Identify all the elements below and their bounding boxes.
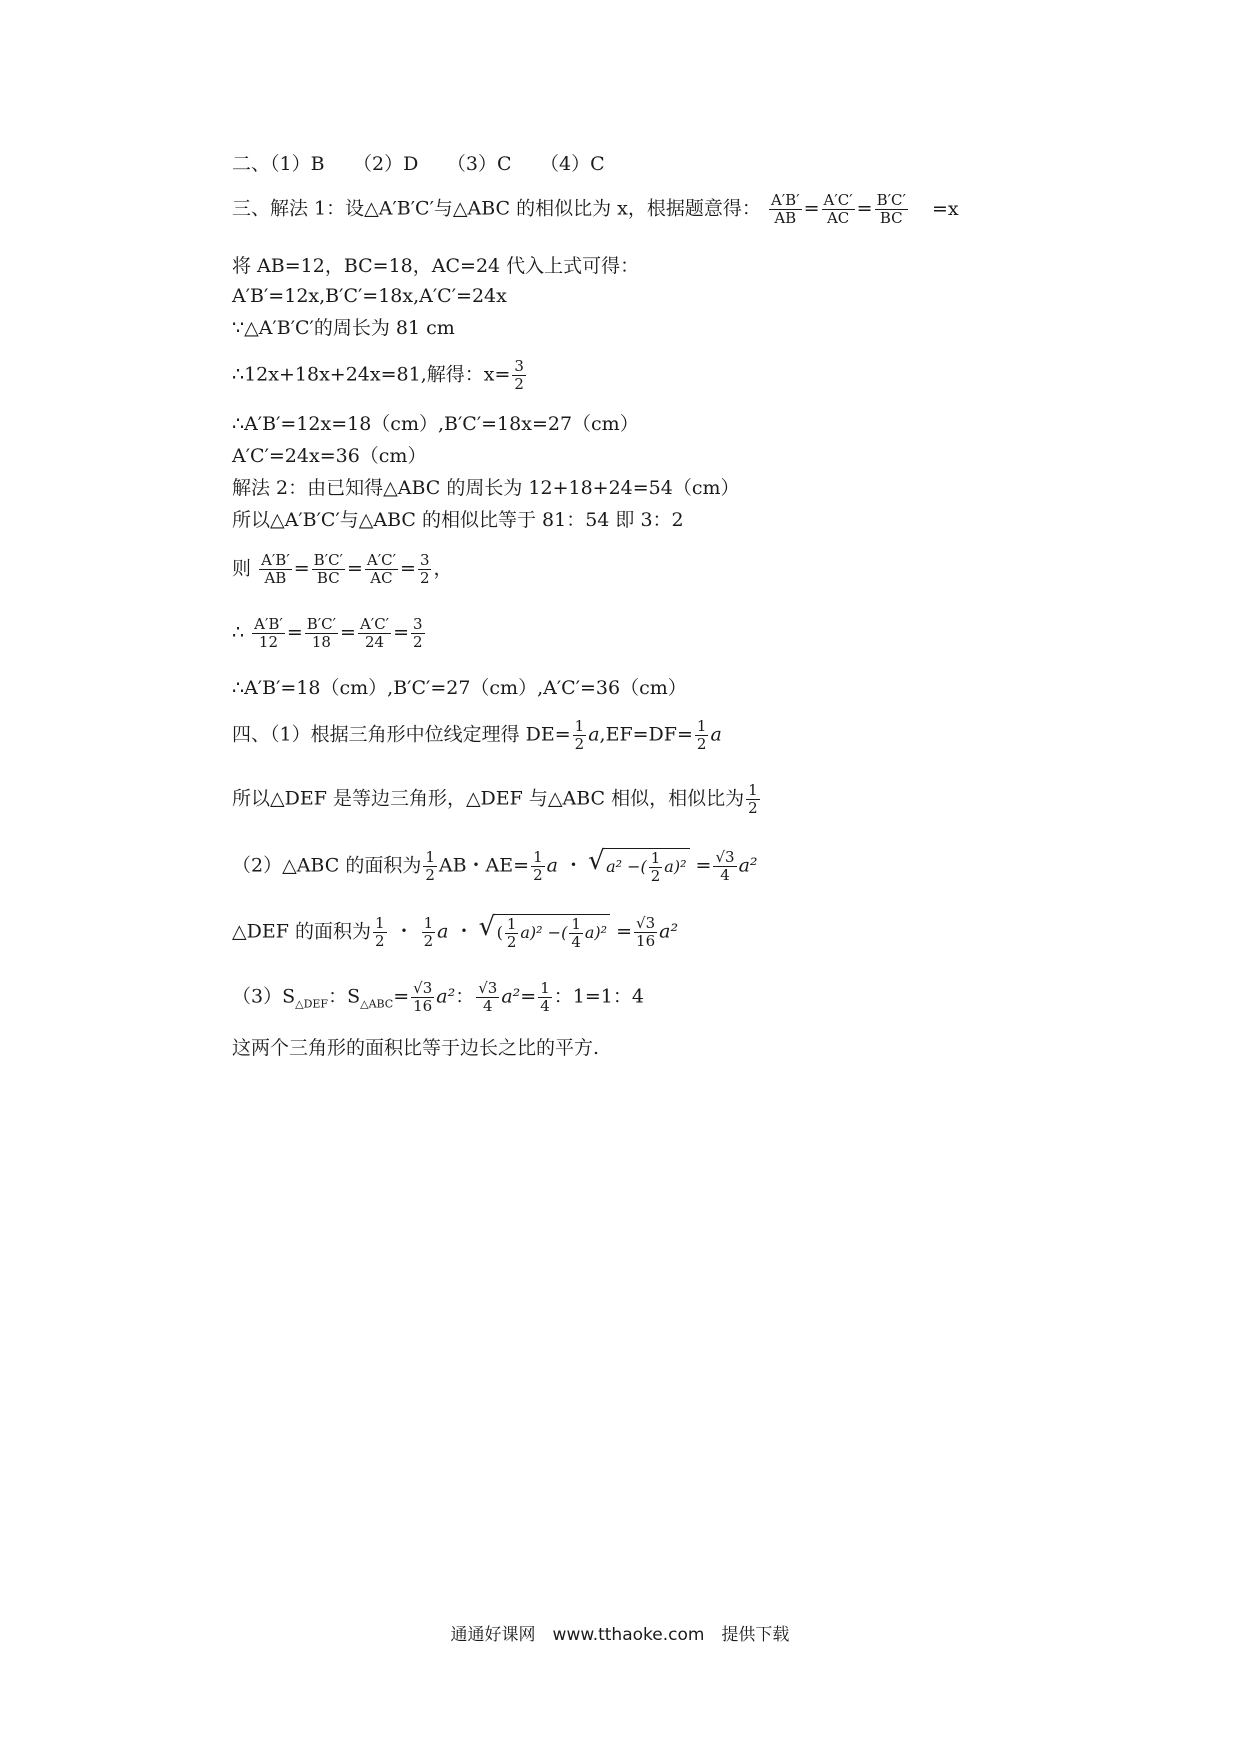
fraction: $\frac{B'C'}{BC}$ [876, 191, 906, 227]
fraction: $\frac{3}{2}$ [419, 551, 430, 587]
fraction: $\frac{3}{2}$ [514, 357, 524, 393]
answer-part-3-method-2: 解法 2：由已知得△ABC 的周长为 12+18+24=54（cm） [232, 477, 740, 499]
sides-in-x: A′B′=12x,B′C′=18x,A′C′=24x [232, 285, 507, 307]
fraction: $\frac{√3}{4}$ [715, 848, 735, 884]
fraction: $\frac{√3}{4}$ [478, 979, 498, 1015]
fraction: $\frac{A'B'}{12}$ [254, 615, 283, 651]
fraction: $\frac{A'B'}{AB}$ [770, 191, 800, 227]
sides-result-2: A′C′=24x=36（cm） [232, 445, 427, 467]
fraction: $\frac{1}{2}$ [696, 717, 707, 753]
area-abc: （2）△ABC 的面积为 $\frac{1}{2}$ AB・AE= $\frac{1}{2}$ a ・ √ a² −( $\frac{1}{2}$ a)² = $\frac{√3}{4}$ a² [232, 848, 758, 885]
substitution-line: 将 AB=12，BC=18，AC=24 代入上式可得： [232, 255, 640, 277]
ratio-statement: 所以△A′B′C′与△ABC 的相似比等于 81：54 即 3：2 [232, 509, 684, 531]
conclusion: 这两个三角形的面积比等于边长之比的平方. [232, 1037, 600, 1059]
fraction: $\frac{√3}{16}$ [636, 914, 656, 950]
fraction: $\frac{1}{2}$ [425, 848, 435, 884]
sides-result-1: ∴A′B′=12x=18（cm）,B′C′=18x=27（cm） [232, 413, 639, 435]
fraction: $\frac{A'C'}{24}$ [359, 615, 390, 651]
fraction: $\frac{B'C'}{18}$ [306, 615, 337, 651]
answer-part-4-1: 四、（1）根据三角形中位线定理得 DE= $\frac{1}{2}$ a,EF=DF= $\frac{1}{2}$ a [232, 717, 722, 753]
ratio-equation: 则 $\frac{A'B'}{AB}$ = $\frac{B'C'}{BC}$ = $\frac{A'C'}{AC}$ = $\frac{3}{2}$ ， [232, 551, 453, 587]
fraction: $\frac{1}{2}$ [748, 781, 758, 817]
fraction: $\frac{3}{2}$ [413, 615, 423, 651]
fraction: $\frac{A'C'}{AC}$ [823, 191, 853, 227]
fraction: $\frac{1}{2}$ [533, 848, 543, 884]
area-ratio: $(3)S_{\triangle DEF}$：$S_{\triangle ABC}=$ $\frac{√3}{16}$ a²： $\frac{√3}{4}$ a²= $\frac{1}{4}$ ：1=1：4 [232, 979, 644, 1015]
square-root: √ ( $\frac{1}{2}$ a)² −( $\frac{1}{4}$ a)² [494, 914, 610, 951]
ratio-equation-numeric: ∴ $\frac{A'B'}{12}$ = $\frac{B'C'}{18}$ = $\frac{A'C'}{24}$ = $\frac{3}{2}$ [232, 615, 423, 651]
equilateral-statement: 所以△DEF 是等边三角形，△DEF 与△ABC 相似，相似比为 $\frac{1}{2}$ [232, 781, 758, 817]
solve-x: ∴12x+18x+24x=81,解得：x= $\frac{3}{2}$ [232, 357, 524, 393]
final-sides: ∴A′B′=18（cm）,B′C′=27（cm）,A′C′=36（cm） [232, 677, 687, 699]
fraction: $\frac{A'C'}{AC}$ [366, 551, 397, 587]
answer-part-3-method-1: 三、解法 1：设△A′B′C′与△ABC 的相似比为 x，根据题意得： $\frac{A'B'}{AB}$ = $\frac{A'C'}{AC}$ = $\frac{B'C'}{BC}$ =x [232, 191, 959, 227]
fraction: $\frac{B'C'}{BC}$ [313, 551, 343, 587]
answer-part-2: 二、（1）B （2）D （3）C （4）C [232, 153, 605, 175]
page-footer: 通通好课网 www.tthaoke.com 提供下载 [450, 1625, 790, 1645]
fraction: $\frac{1}{4}$ [540, 979, 550, 1015]
perimeter-given: ∵△A′B′C′的周长为 81 cm [232, 317, 455, 339]
fraction: $\frac{√3}{16}$ [413, 979, 433, 1015]
fraction: $\frac{1}{2}$ [374, 914, 385, 950]
fraction: $\frac{1}{2}$ [423, 914, 434, 950]
fraction: $\frac{1}{2}$ [574, 717, 585, 753]
area-def: △DEF 的面积为 $\frac{1}{2}$ ・ $\frac{1}{2}$ a ・ √ ( $\frac{1}{2}$ a)² −( $\frac{1}{4}$ a)² = $\frac{√3}{16}$ a² [232, 914, 678, 951]
square-root: √ a² −( $\frac{1}{2}$ a)² [603, 848, 689, 885]
fraction: $\frac{A'B'}{AB}$ [261, 551, 290, 587]
